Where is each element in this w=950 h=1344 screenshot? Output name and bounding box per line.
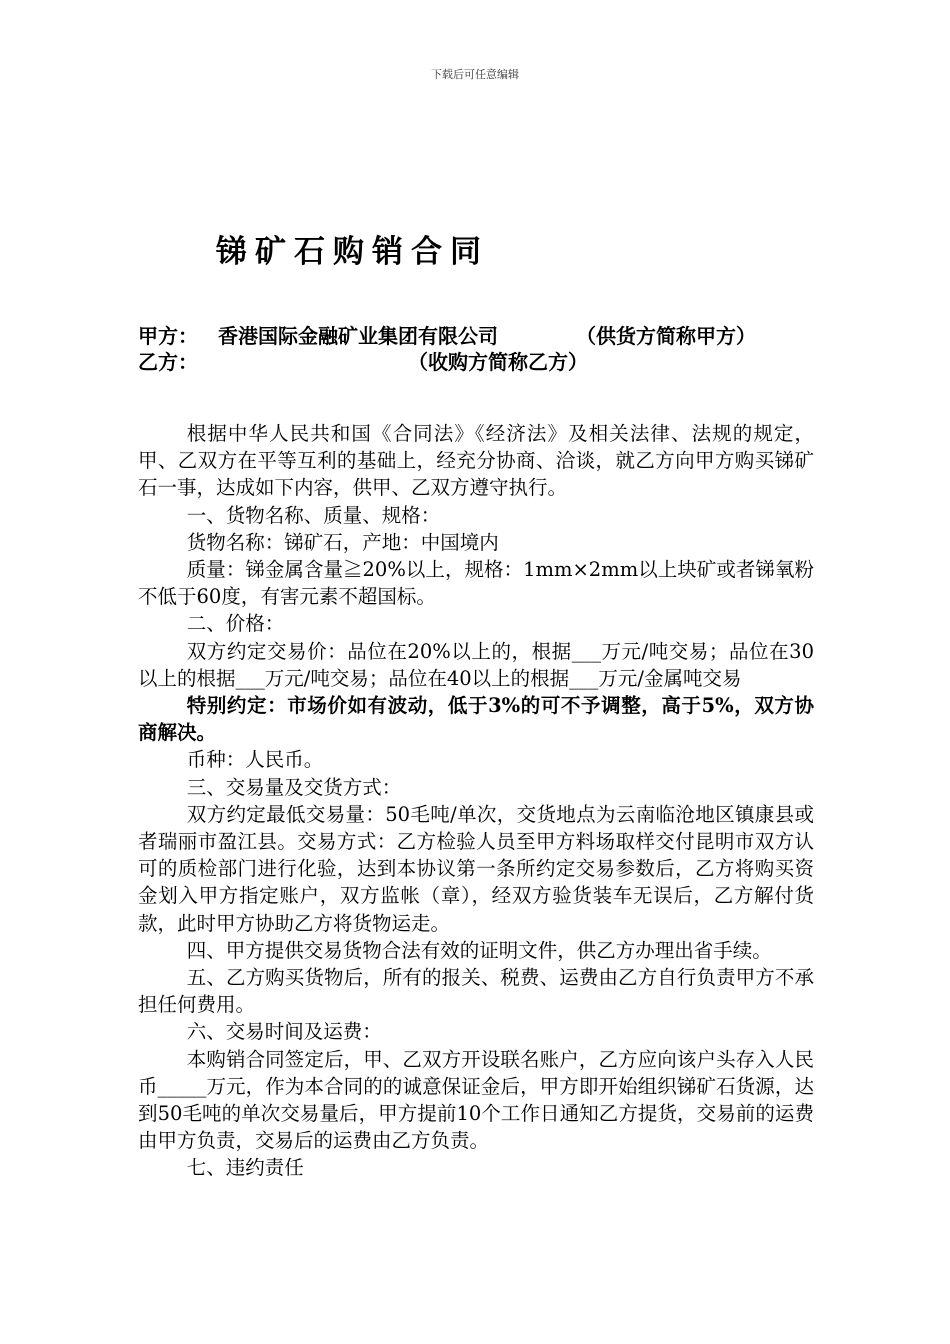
party-b-note: （收购方简称乙方） (408, 350, 588, 374)
section-heading: 七、违约责任 (186, 1156, 304, 1180)
body-paragraph: 四、甲方提供交易货物合法有效的证明文件，供乙方办理出省手续。 (186, 938, 772, 962)
party-a-note: （供货方简称甲方） (576, 324, 756, 348)
body-paragraph: 币种：人民币。 (186, 748, 324, 772)
section-heading: 六、交易时间及运费： (186, 1020, 382, 1044)
special-agreement-paragraph: 特别约定：市场价如有波动，低于3%的可不予调整，高于5%，双方协商解决。 (138, 694, 814, 745)
body-paragraph: 本购销合同签定后，甲、乙双方开设联名账户，乙方应向该户头存入人民币_____万元，作为本合同的的诚意保证金后，甲方即开始组织锑矿石货源，达到50毛吨的单次交易量后，甲方提前10个工作日通知乙方提货，交易前的运费由甲方负责，交易后的运费由乙方负责。 (138, 1047, 814, 1153)
party-a-name: 香港国际金融矿业集团有限公司 (218, 324, 498, 348)
body-paragraph: 五、乙方购买货物后，所有的报关、税费、运费由乙方自行负责甲方不承担任何费用。 (138, 966, 814, 1017)
body-paragraph: 质量：锑金属含量≧20%以上，规格：1mm×2mm以上块矿或者锑氧粉不低于60度，有害元素不超国标。 (138, 558, 814, 609)
header-note: 下载后可任意编辑 (431, 68, 519, 81)
body-paragraph: 双方约定交易价：品位在20%以上的，根据___万元/吨交易；品位在30以上的根据___万元/吨交易；品位在40以上的根据___万元/金属吨交易 (138, 639, 814, 690)
section-heading: 三、交易量及交货方式： (186, 775, 402, 799)
section-heading: 二、价格： (186, 612, 285, 636)
contract-body (138, 420, 814, 1182)
section-heading: 一、货物名称、质量、规格： (186, 503, 441, 527)
party-a-label: 甲方： (138, 324, 198, 348)
body-paragraph: 双方约定最低交易量：50毛吨/单次，交货地点为云南临沧地区镇康县或者瑞丽市盈江县。交易方式：乙方检验人员至甲方料场取样交付昆明市双方认可的质检部门进行化验，达到本协议第一条所约定交易参数后，乙方将购买资金划入甲方指定账户，双方监帐（章），经双方验货装车无误后，乙方解付货款，此时甲方协助乙方将货物运走。 (138, 802, 814, 935)
document-title: 锑矿石购销合同 (216, 234, 489, 270)
preamble-paragraph: 根据中华人民共和国《合同法》《经济法》及相关法律、法规的规定，甲、乙双方在平等互利的基础上，经充分协商、洽谈，就乙方向甲方购买锑矿石一事，达成如下内容，供甲、乙双方遵守执行。 (138, 422, 814, 500)
party-b-label: 乙方： (138, 350, 198, 374)
body-paragraph: 货物名称：锑矿石，产地：中国境内 (186, 530, 499, 554)
